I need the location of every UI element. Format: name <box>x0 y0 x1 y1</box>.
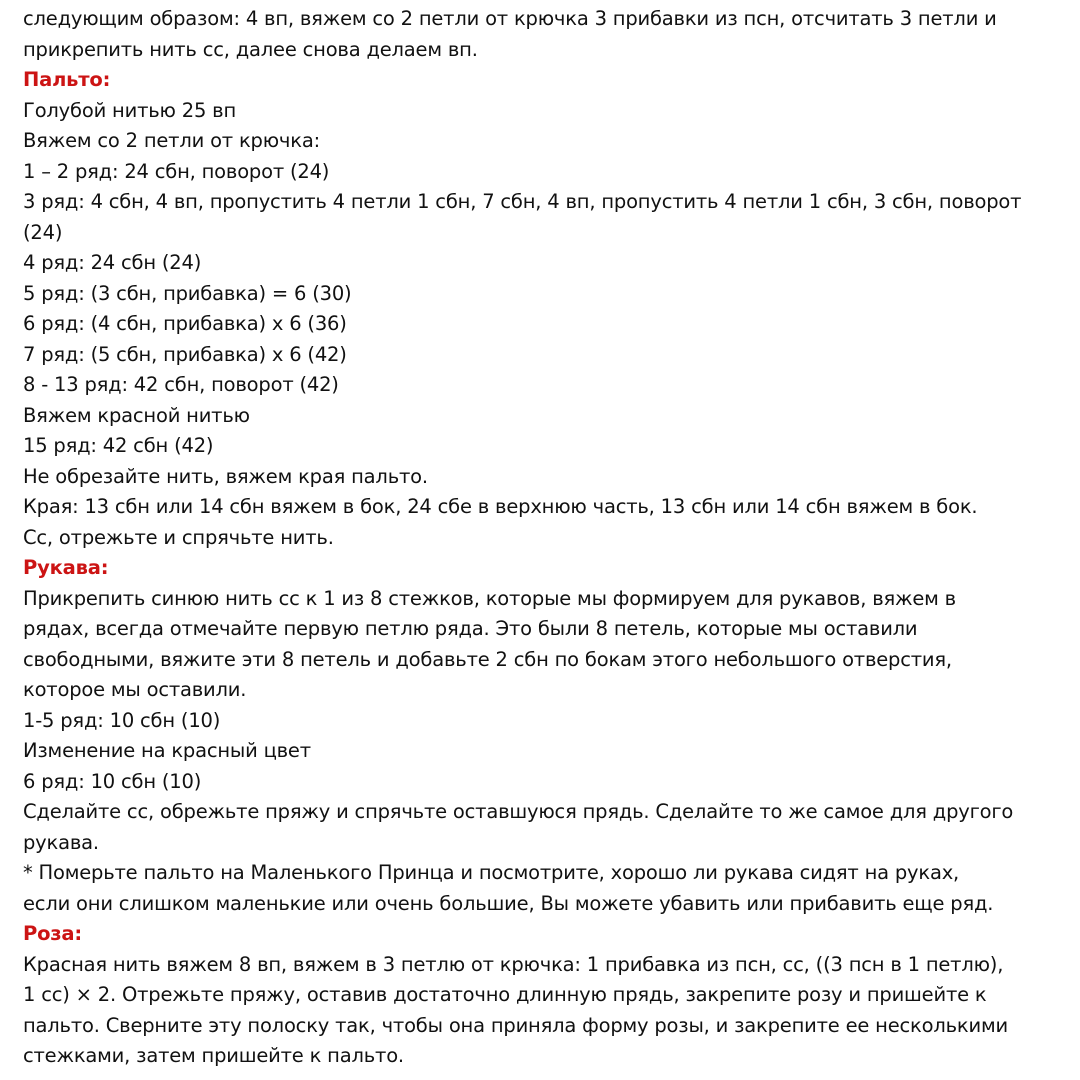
sleeves-heading: Рукава: <box>23 556 109 579</box>
sleeves-line: 6 ряд: 10 сбн (10) <box>23 769 202 793</box>
coat-line: 7 ряд: (5 сбн, прибавка) х 6 (42) <box>23 342 347 366</box>
sleeves-line: Сделайте сс, обрежьте пряжу и спрячьте оставшуюся прядь. Сделайте то же самое для другого <box>23 800 1014 823</box>
sleeves-line: Прикрепить синюю нить сс к 1 из 8 стежков, которые мы формируем для рукавов, вяжем в <box>23 586 956 610</box>
sleeves-line: Изменение на красный цвет <box>23 739 311 762</box>
sleeves-line: свободными, вяжите эти 8 петель и добавьте 2 сбн по бокам этого небольшого отверстия, <box>23 647 952 671</box>
rose-section <box>23 919 1073 1072</box>
intro-line: следующим образом: 4 вп, вяжем со 2 петли от крючка 3 прибавки из псн, отсчитать 3 петли и <box>23 7 997 30</box>
rose-line: стежками, затем пришейте к пальто. <box>23 1044 404 1067</box>
coat-line: 1 – 2 ряд: 24 сбн, поворот (24) <box>23 159 330 183</box>
coat-heading: Пальто: <box>23 68 111 91</box>
coat-line: 8 - 13 ряд: 42 сбн, поворот (42) <box>23 373 339 396</box>
rose-line: 1 сс) × 2. Отрежьте пряжу, оставив достаточно длинную прядь, закрепите розу и пришейте к <box>23 983 987 1006</box>
coat-line: Края: 13 сбн или 14 сбн вяжем в бок, 24 сбе в верхнюю часть, 13 сбн или 14 сбн вяжем в бок. <box>23 495 978 518</box>
rose-line: Красная нить вяжем 8 вп, вяжем в 3 петлю от крючка: 1 прибавка из псн, сс, ((3 псн в 1 петлю), <box>23 952 1004 976</box>
coat-line: Вяжем со 2 петли от крючка: <box>23 129 320 152</box>
intro-line: прикрепить нить сс, далее снова делаем вп. <box>23 37 478 61</box>
pattern-document <box>23 4 1073 1072</box>
sleeves-section <box>23 553 1073 919</box>
coat-line: Не обрезайте нить, вяжем края пальто. <box>23 464 428 488</box>
sleeves-line: которое мы оставили. <box>23 678 247 701</box>
rose-line: пальто. Сверните эту полоску так, чтобы она приняла форму розы, и закрепите ее несколькими <box>23 1013 1008 1037</box>
coat-line: 3 ряд: 4 сбн, 4 вп, пропустить 4 петли 1 сбн, 7 сбн, 4 вп, пропустить 4 петли 1 сбн, 3 сбн, поворот <box>23 190 1022 213</box>
coat-line: 6 ряд: (4 сбн, прибавка) х 6 (36) <box>23 312 347 335</box>
coat-line: 15 ряд: 42 сбн (42) <box>23 434 214 457</box>
coat-line: Сс, отрежьте и спрячьте нить. <box>23 525 334 549</box>
coat-line: (24) <box>23 220 63 244</box>
sleeves-line: рукава. <box>23 830 99 854</box>
sleeves-line: * Померьте пальто на Маленького Принца и посмотрите, хорошо ли рукава сидят на руках, <box>23 861 960 884</box>
coat-line: Вяжем красной нитью <box>23 403 250 427</box>
coat-section <box>23 65 1073 553</box>
sleeves-line: 1-5 ряд: 10 сбн (10) <box>23 708 221 732</box>
sleeves-line: если они слишком маленькие или очень большие, Вы можете убавить или прибавить еще ряд. <box>23 891 994 915</box>
intro-section <box>23 4 1073 65</box>
coat-line: Голубой нитью 25 вп <box>23 98 236 122</box>
coat-line: 5 ряд: (3 сбн, прибавка) = 6 (30) <box>23 281 352 305</box>
coat-line: 4 ряд: 24 сбн (24) <box>23 251 202 274</box>
rose-heading: Роза: <box>23 922 82 945</box>
sleeves-line: рядах, всегда отмечайте первую петлю ряда. Это были 8 петель, которые мы оставили <box>23 617 918 640</box>
